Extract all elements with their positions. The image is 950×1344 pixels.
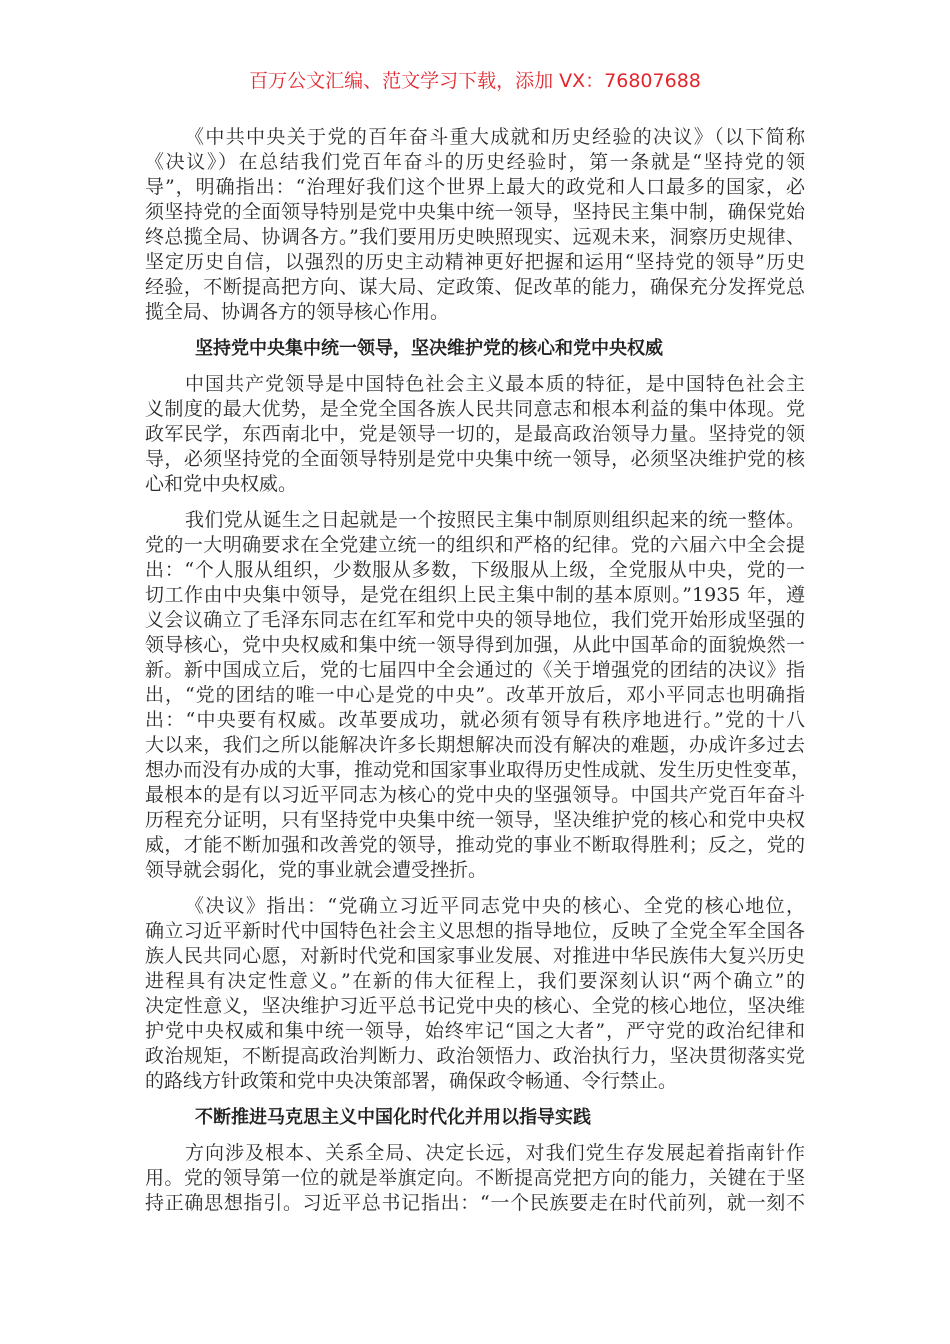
text-line: 历程充分证明，只有坚持党中央集中统一领导，坚决维护党的核心和党中央权: [145, 809, 805, 831]
text-line: 须坚持党的全面领导特别是党中央集中统一领导，坚持民主集中制，确保党始: [145, 201, 805, 223]
paragraph: [145, 372, 805, 497]
watermark-banner: 百万公文汇编、范文学习下载，添加 VX：76807688: [249, 70, 701, 92]
text-line: 出：“个人服从组织，少数服从多数，下级服从上级，全党服从中央，党的一: [145, 559, 805, 581]
text-line: 我们党从诞生之日起就是一个按照民主集中制原则组织起来的统一整体。: [185, 509, 805, 531]
text-line: 心和党中央权威。: [145, 473, 298, 495]
text-line: 的路线方针政策和党中央决策部署，确保政令畅通、令行禁止。: [145, 1070, 678, 1092]
paragraph: [145, 1141, 805, 1216]
text-line: 中国共产党领导是中国特色社会主义最本质的特征，是中国特色社会主: [185, 373, 805, 395]
text-line: 用。党的领导第一位的就是举旗定向。不断提高党把方向的能力，关键在于坚: [145, 1167, 805, 1189]
text-line: 导”，明确指出：“治理好我们这个世界上最大的政党和人口最多的国家，必: [145, 176, 805, 198]
text-line: 威，才能不断加强和改善党的领导，推动党的事业不断取得胜利；反之，党的: [145, 834, 805, 856]
text-line: 党的一大明确要求在全党建立统一的组织和严格的纪律。党的六届六中全会提: [145, 534, 805, 556]
text-line: 出，“党的团结的唯一中心是党的中央”。改革开放后，邓小平同志也明确指: [145, 684, 805, 706]
text-line: 义会议确立了毛泽东同志在红军和党中央的领导地位，我们党开始形成坚强的: [145, 609, 805, 631]
section-heading: 不断推进马克思主义中国化时代化并用以指导实践: [195, 1107, 591, 1128]
text-line: 政治规矩，不断提高政治判断力、政治领悟力、政治执行力，坚决贯彻落实党: [145, 1045, 805, 1067]
text-line: 《中共中央关于党的百年奋斗重大成就和历史经验的决议》（以下简称: [185, 126, 805, 148]
text-line: 政军民学，东西南北中，党是领导一切的，是最高政治领导力量。坚持党的领: [145, 423, 805, 445]
paragraph: [145, 508, 811, 883]
text-line: 确立习近平新时代中国特色社会主义思想的指导地位，反映了全党全军全国各: [145, 920, 805, 942]
section-heading: 坚持党中央集中统一领导，坚决维护党的核心和党中央权威: [195, 338, 663, 359]
text-line: 揽全局、协调各方的领导核心作用。: [145, 301, 450, 323]
text-line: 想办而没有办成的大事，推动党和国家事业取得历史性成就、发生历史性变革，: [145, 759, 811, 781]
text-line: 大以来，我们之所以能解决许多长期想解决而没有解决的难题，办成许多过去: [145, 734, 805, 756]
paragraph: [145, 894, 805, 1094]
text-line: 族人民共同心愿，对新时代党和国家事业发展、对推进中华民族伟大复兴历史: [145, 945, 805, 967]
text-line: 《决议》指出：“党确立习近平同志党中央的核心、全党的核心地位，: [185, 895, 805, 917]
text-line: 领导核心，党中央权威和集中统一领导得到加强，从此中国革命的面貌焕然一: [145, 634, 805, 656]
text-line: 终总揽全局、协调各方。”我们要用历史映照现实、远观未来，洞察历史规律、: [145, 226, 805, 248]
text-line: 决定性意义，坚决维护习近平总书记党中央的核心、全党的核心地位，坚决维: [145, 995, 805, 1017]
text-line: 义制度的最大优势，是全党全国各族人民共同意志和根本利益的集中体现。党: [145, 398, 805, 420]
text-line: 进程具有决定性意义。”在新的伟大征程上，我们要深刻认识“两个确立”的: [145, 970, 805, 992]
text-line: 领导就会弱化，党的事业就会遭受挫折。: [145, 859, 488, 881]
text-line: 方向涉及根本、关系全局、决定长远，对我们党生存发展起着指南针作: [185, 1142, 805, 1164]
document-body: [145, 125, 811, 1227]
text-line: 新。新中国成立后，党的七届四中全会通过的《关于增强党的团结的决议》指: [145, 659, 805, 681]
paragraph: [145, 125, 805, 325]
text-line: 护党中央权威和集中统一领导，始终牢记“国之大者”，严守党的政治纪律和: [145, 1020, 805, 1042]
text-line: 切工作由中央集中领导，是党在组织上民主集中制的基本原则。”1935 年，遵: [145, 584, 805, 606]
text-line: 导，必须坚持党的全面领导特别是党中央集中统一领导，必须坚决维护党的核: [145, 448, 805, 470]
text-line: 最根本的是有以习近平同志为核心的党中央的坚强领导。中国共产党百年奋斗: [145, 784, 805, 806]
text-line: 《决议》）在总结我们党百年奋斗的历史经验时，第一条就是“坚持党的领: [145, 151, 805, 173]
text-line: 坚定历史自信，以强烈的历史主动精神更好把握和运用“坚持党的领导”历史: [145, 251, 805, 273]
text-line: 经验，不断提高把方向、谋大局、定政策、促改革的能力，确保充分发挥党总: [145, 276, 805, 298]
text-line: 出：“中央要有权威。改革要成功，就必须有领导有秩序地进行。”党的十八: [145, 709, 805, 731]
text-line: 持正确思想指引。习近平总书记指出：“一个民族要走在时代前列，就一刻不: [145, 1192, 805, 1214]
